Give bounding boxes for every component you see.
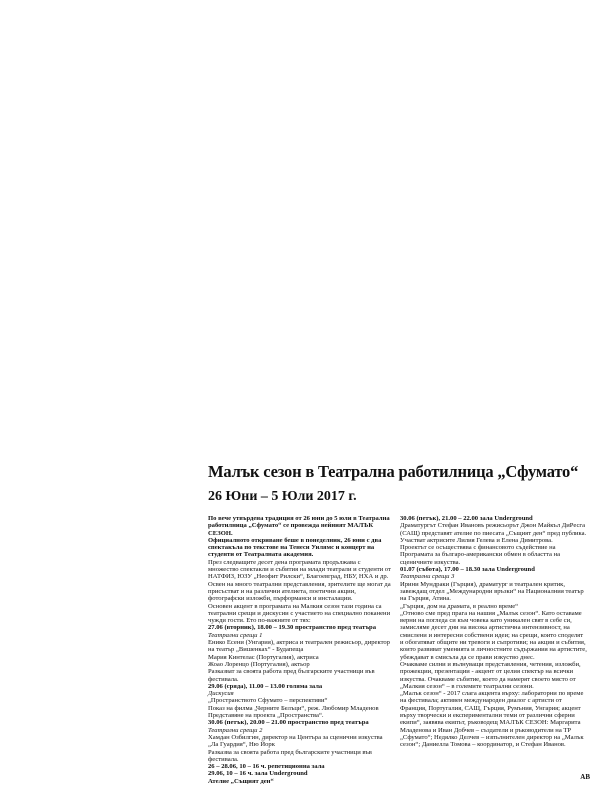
paragraph: Разказват за своята работа пред българските участници във фестивала. (208, 668, 375, 683)
left-column (208, 515, 391, 785)
paragraph: Разказва за своята работа пред българските участници във фестивала. (208, 748, 372, 763)
paragraph: Театрални срещи 3 (400, 573, 455, 581)
paragraph: 01.07 (събота), 17.00 – 18.30 зала Underground (400, 566, 535, 574)
paragraph: 30.06 (петък), 20.00 – 21.00 пространство пред театъра (208, 719, 369, 727)
right-column (400, 515, 588, 749)
article-title: Малък сезон в Театрална работилница „Сфумато“ (208, 462, 579, 481)
author-signature: AB (580, 773, 590, 781)
article-subtitle: 26 Юни – 5 Юли 2017 г. (208, 489, 357, 504)
paragraph: „Малък сезон“ - 2017 слага акцента върху: лабораторни по време на фестивала; активен международен диалог с артисти от Франция, Португалия, САЩ, Гърция, Румъния, Унгария; акцент върху творчески и експериментални теми от различни сферни екипи“, заявява екипът, ръководещ МАЛЪК СЕЗОН: Маргарита Младенова и Иван Добчев – създатели и ръководители на ТР „Сфумато“; Недялко Делчев – изпълнителен директор на „Малък сезон“; Даниелла Томова – координатор, и Стефан Иванов. (400, 690, 584, 749)
paragraph: Основен акцент в програмата на Малкия сезон тази година са театрални срещи и дискусии с участието на специално поканени чужди гости. Ето по-важните от тях: (208, 602, 391, 625)
paragraph: 29.06, 10 – 16 ч. зала Underground (208, 770, 308, 778)
paragraph: Ателие „Същият ден“ (208, 777, 274, 785)
paragraph: „Отново сме пред прага на нашия „Малък сезон“. Като оставаме верни на погледа си към човека като уникален свят в себе си, замисляме десет дни на висока артистична интензивност, на смислени и интересни собствени идеи; на срещи, които споделят и обогатяват общите ни тревоги и съпротиви; на акции и събития, които развиват уменията и личностните съдържания на артистите, убеждават в смисъла да се прави изкуство днес. (400, 609, 587, 661)
paragraph: Хамдан Озбилгин, директор на Центъра за сценични изкуства „Ла Гуардия“, Ню Йорк (208, 733, 383, 749)
paragraph: Проектът се осъществява с финансовото съдействие на Програмата за българо-американски обмен в областта на сценичните изкуства. (400, 544, 561, 566)
paragraph: Енико Есени (Унгария), актриса и театрален режисьор, директор на театър „Вишенках“ - Будапеща (208, 639, 390, 654)
paragraph: Театрални срещи 2 (208, 726, 263, 734)
paragraph: Драматургът Стефан Ивановъ режисьорът Джон Майкъл ДиРесга (САЩ) представят ателие по пиесата „Същият ден“ пред публика. Участват актрисите Лилия Гелева и Елена Димитрова. (400, 522, 587, 544)
paragraph: Театрални срещи 1 (208, 631, 263, 639)
paragraph: Очакваме силни и вълнуващи представления, четения, изложби, прожекции, презентации - акцент от целия спектър на всички изкуства. Очакваме събитие, което да намерят своето място от „Малкия сезон“ – в големите театрални сезони. (400, 660, 581, 690)
paragraph: 26 – 28.06, 10 – 16 ч. репетиционна зала (208, 763, 325, 771)
paragraph: „Пространството Сфумато – перспективи“ (208, 697, 328, 705)
paragraph: По вече утвърдена традиция от 26 юни до 5 юли в Театрална работилница „Сфумато“ се провежда нейният МАЛЪК СЕЗОН. (208, 515, 390, 537)
paragraph: 29.06 (сряда), 11.00 – 13.00 голяма зала (208, 682, 323, 690)
paragraph: „Гърция, дом на драмата, в реално време“ (400, 602, 519, 610)
article (208, 462, 590, 792)
paragraph: 27.06 (вторник), 18.00 – 19.30 пространство пред театъра (208, 624, 377, 632)
paragraph: През следващите десет дена програмата продължава с множество спектакли и събития на млади театрали и студенти от НАТФИЗ, ЮЗУ „Неофит Рилски“, Благоевград, НБУ, НХА и др. Освен на много театрални представления, зрителите ще могат да присъстват и на различни ателиета, поетични акции, фотографски изложби, пърформанси и инсталации. (208, 558, 391, 603)
paragraph: Представяне на проекта „Пространства“. (208, 712, 324, 720)
paragraph: Мария Кинтелас (Португалия), актриса (208, 653, 319, 661)
paragraph: Дискусия (208, 690, 234, 698)
paragraph: Ирини Мундраки (Гърция), драматург и театрален критик, завеждащ отдел „Международни връзки“ на Националния театър на Гърция, Атина. (400, 580, 584, 603)
paragraph: Жоао Лоренцо (Португалия), актьор (208, 660, 310, 668)
paragraph: Официалното откриване беше в понеделник, 26 юни с два спектакъла по текстове на Тенеси Уилямс и концерт на студенти от Театралната академия. (208, 536, 382, 559)
paragraph: Показ на филма „Черните Белъци“, реж. Любомир Младенов (208, 704, 379, 712)
paragraph: 30.06 (петък), 21.00 – 22.00 зала Underground (400, 515, 533, 522)
